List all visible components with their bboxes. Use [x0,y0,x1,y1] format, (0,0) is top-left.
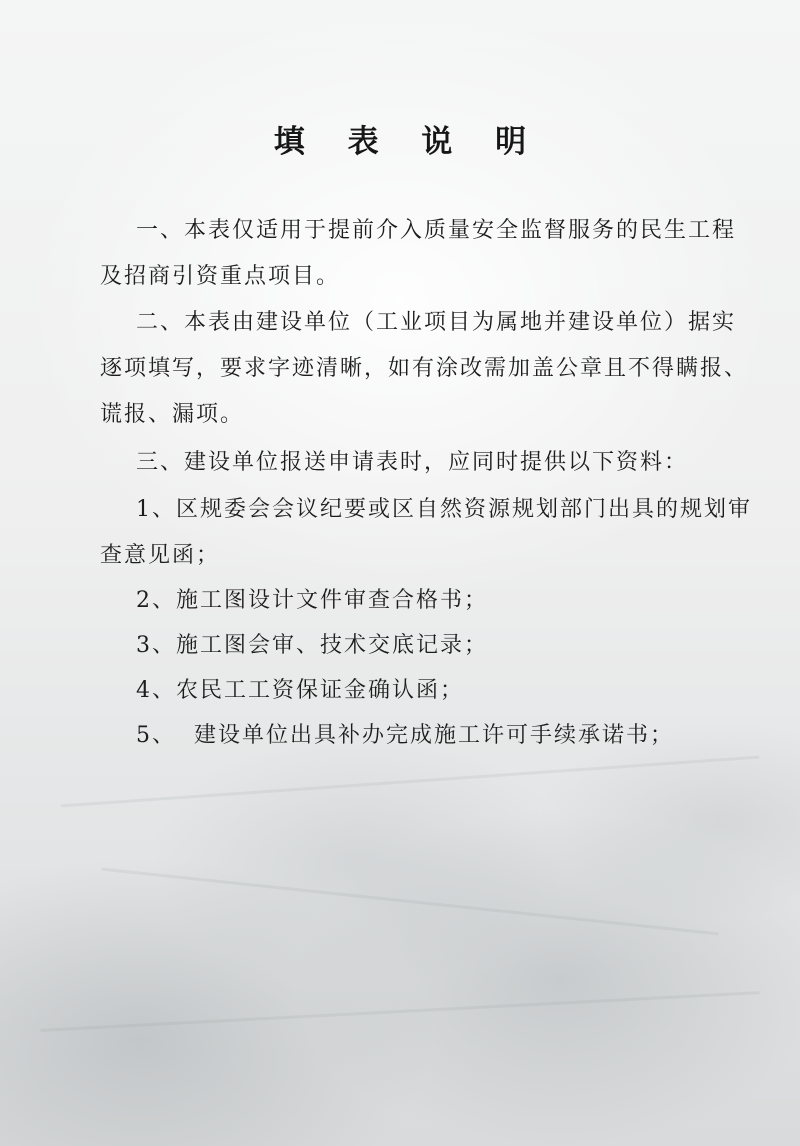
text-line: 三、建设单位报送申请表时，应同时提供以下资料： [100,450,688,475]
text-line: 逐项填写，要求字迹清晰，如有涂改需加盖公章且不得瞒报、 [100,356,749,381]
instructions-body [100,668,740,714]
text-line: 二、本表由建设单位（工业项目为属地并建设单位）据实 [100,310,736,335]
text-line: 2、施工图设计文件审查合格书； [100,588,488,613]
text-line: 3、施工图会审、技术交底记录； [100,633,488,658]
instructions-body [100,713,740,759]
instructions-body [100,440,740,486]
text-line: 一、本表仅适用于提前介入质量安全监督服务的民生工程 [100,218,736,243]
instructions-body [100,578,740,624]
paper-crease [61,756,760,808]
instructions-body [100,300,749,438]
text-line: 1、区规委会会议纪要或区自然资源规划部门出具的规划审 [100,497,752,522]
text-line: 4、农民工工资保证金确认函； [100,678,464,703]
instructions-body [100,208,740,300]
text-line: 查意见函； [100,543,221,568]
text-line: 谎报、漏项。 [100,402,245,427]
paper-crease [40,991,759,1032]
text-line: 5、 建设单位出具补办完成施工许可手续承诺书； [100,723,674,748]
text-line: 及招商引资重点项目。 [100,264,341,289]
instructions-body [100,487,752,579]
instructions-body [100,623,740,669]
paper-crease [102,868,719,936]
document-title: 填 表 说 明 [273,124,543,160]
